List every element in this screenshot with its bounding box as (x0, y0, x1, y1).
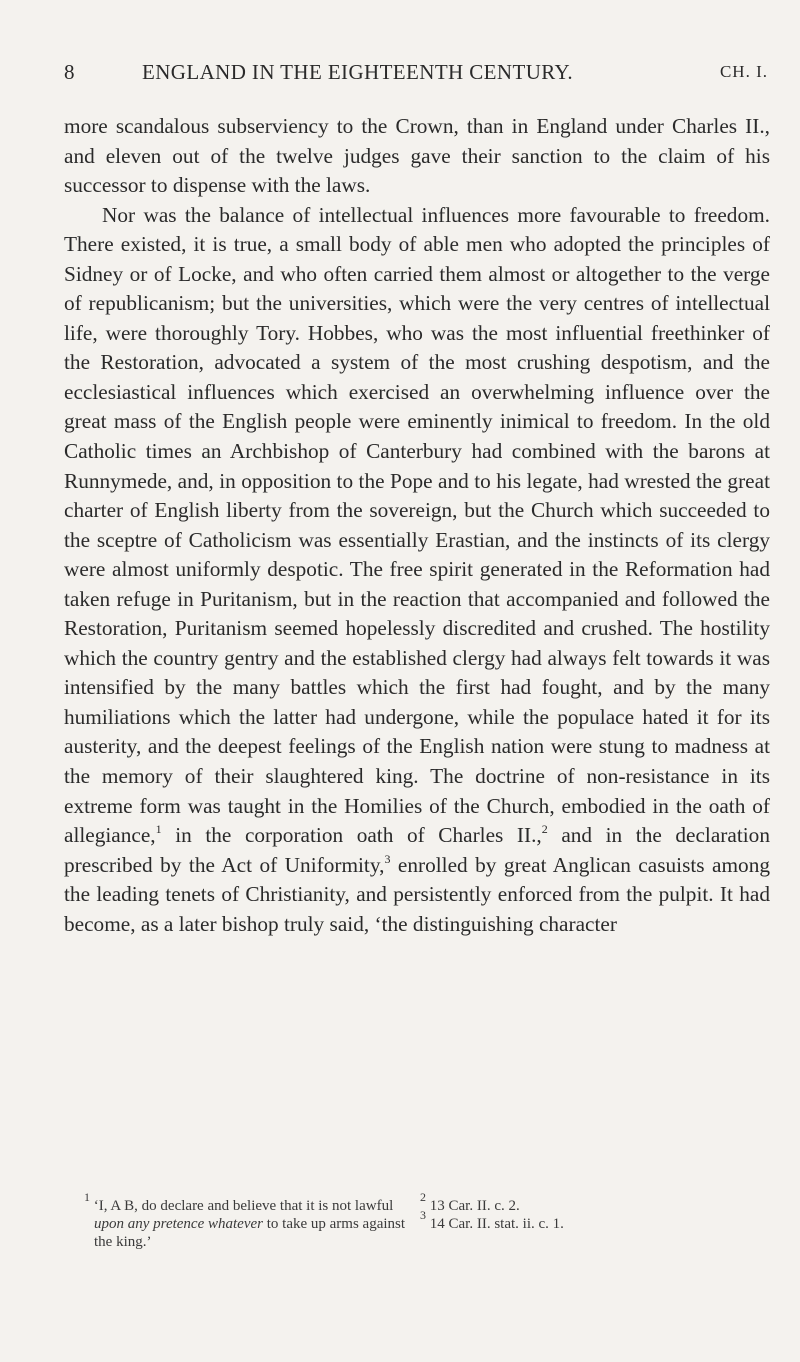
chapter-label: CH. I. (719, 62, 768, 81)
body-text (64, 112, 770, 939)
page-number: 8 (64, 60, 75, 84)
footnote-1-mark: 1 (84, 1190, 90, 1204)
paragraph-text-d: enrolled by great Anglican casuists among the leading tenets of Christianity, and persistently enforced from the pulpit. It had become, as a later bishop truly said, ‘the distinguishing character (64, 852, 770, 936)
paragraph-text-c: and in the declaration prescribed by the Act of Uniformity, (64, 823, 770, 877)
footnotes-right (420, 1190, 770, 1233)
footnote-3 (420, 1208, 770, 1233)
paragraph-text: Nor was the balance of intellectual influences more favourable to freedom. There existed, it is true, a small body of able men who adopted the principles of Sidney or of Locke, and who often carried them almost or altogether to the verge of republicanism; but the universities, which were the very centres of intellectual life, were thoroughly Tory. Hobbes, who was the most influential freethinker of the Restoration, advocated a system of the most crushing despotism, and the ecclesiastical influences which exercised an overwhelming influence over the great mass of the English people were eminently inimical to freedom. In the old Catholic times an Archbishop of Canterbury had combined with the barons at Runnymede, and, in opposition to the Pope and to his legate, had wrested the great charter of English liberty from the sovereign, but the Church which succeeded to the sceptre of Catholicism was essentially Erastian, and the instincts of its clergy were almost uniformly despotic. The free spirit generated in the Reformation had taken refuge in Puritanism, but in the reaction that accompanied and followed the Restoration, Puritanism seemed hopelessly discredited and crushed. The hostility which the country gentry and the established clergy had always felt towards it was intensified by the many battles which the first had fought, and by the many humiliations which the latter had undergone, while the populace hated it for its austerity, and the deepest feelings of the English nation were stung to madness at the memory of their slaughtered king. The doctrine of non-resistance in its extreme form was taught in the Homilies of the Church, embodied in the oath of allegiance, (64, 202, 770, 848)
running-title: ENGLAND IN THE EIGHTEENTH CENTURY. (142, 60, 574, 84)
paragraph (64, 201, 770, 940)
footnote-ref-3: 3 (384, 851, 391, 866)
footnote-2-text: 13 Car. II. c. 2. (429, 1198, 520, 1214)
footnote-3-text: 14 Car. II. stat. ii. c. 1. (429, 1216, 564, 1232)
footnote-1 (84, 1190, 412, 1251)
footnote-2 (420, 1190, 770, 1215)
footnote-1-text-b: to take up arms against the king.’ (94, 1216, 406, 1250)
footnote-3-mark: 3 (420, 1208, 426, 1222)
footnote-ref-1: 1 (155, 822, 162, 837)
footnote-2-mark: 2 (420, 1190, 426, 1204)
running-header (64, 60, 770, 90)
paragraph-continuation: more scandalous subserviency to the Crown, than in England under Charles II., and eleven out of the twelve judges gave their sanction to the claim of his successor to dispense with the laws. (64, 114, 770, 198)
footnote-1-text-a: ‘I, A B, do declare and believe that it is not lawful (93, 1198, 394, 1214)
footnote-1-italic: upon any pretence whatever (94, 1216, 263, 1232)
footnote-ref-2: 2 (541, 822, 548, 837)
paragraph-text-b: in the corporation oath of Charles II., (161, 823, 542, 848)
